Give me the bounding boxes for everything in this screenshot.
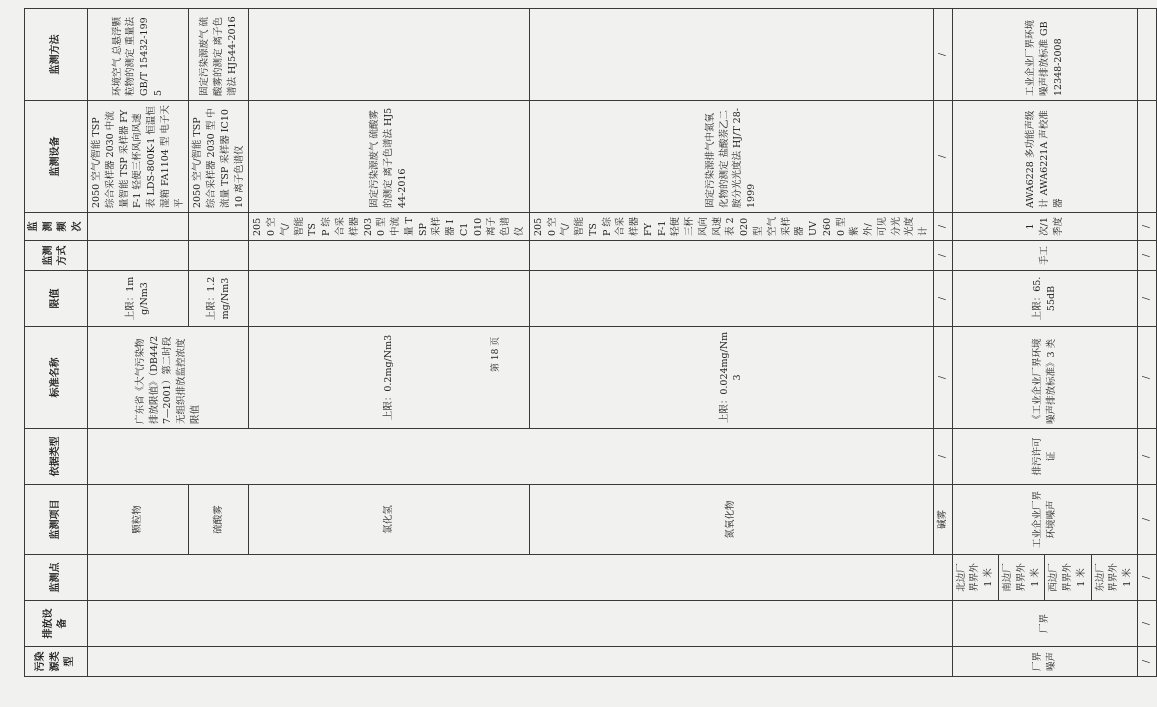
- analysis-cell: 环境空气 总悬浮颗粒物的测定 重量法 GB/T 15432-1995: [88, 9, 189, 101]
- limit-cell: 上限：1mg/Nm3: [88, 271, 189, 327]
- analysis-cell: 固定污染源废气 硫酸雾的测定 离子色谱法 HJ544-2016: [249, 101, 529, 213]
- method-cell: 手工: [952, 241, 1137, 271]
- table-cell: [1137, 9, 1156, 101]
- table-cell: [1137, 101, 1156, 213]
- point-cell: 北边厂界界外 1 米: [952, 555, 998, 601]
- item-cell: 硫酸雾: [189, 485, 249, 555]
- header-device: 监测设备: [25, 101, 88, 213]
- method-cell: [249, 271, 529, 327]
- item-cell: 碱雾: [933, 485, 952, 555]
- table-cell: /: [1137, 327, 1156, 429]
- table-cell: [529, 9, 933, 101]
- device-cell: 2050 空气/智能 TSP 综合采样器 FYF-1 轻便三杯风向风速表 2020 型 空气采样器 UV2600 型 紫外/可见分光光度计: [529, 213, 933, 241]
- method-cell: /: [933, 241, 952, 271]
- standard-cell: /: [933, 327, 952, 429]
- item-cell: 氯化氢: [249, 485, 529, 555]
- table-cell: /: [1137, 485, 1156, 555]
- analysis-cell: /: [933, 9, 952, 101]
- table-cell: [88, 555, 953, 601]
- header-item: 监测项目: [25, 485, 88, 555]
- table-row: [1137, 9, 1156, 677]
- header-type: 污染源类型: [25, 647, 88, 677]
- analysis-cell: 工业企业厂界环境噪声排放标准 GB 12348-2008: [952, 9, 1137, 101]
- table-cell: /: [1137, 213, 1156, 241]
- basis-cell: 排污许可证: [952, 429, 1137, 485]
- item-cell: 颗粒物: [88, 485, 189, 555]
- equipment-cell: 厂界: [952, 601, 1137, 647]
- limit-cell: 上限：1.2mg/Nm3: [189, 271, 249, 327]
- header-point: 监测点: [25, 555, 88, 601]
- table-row: [88, 9, 189, 677]
- point-cell: 西边厂界界外 1 米: [1045, 555, 1091, 601]
- table-cell: /: [1137, 271, 1156, 327]
- table-cell: [88, 647, 953, 677]
- frequency-cell: /: [933, 213, 952, 241]
- limit-cell: 上限：65.55dB: [952, 271, 1137, 327]
- basis-cell: [88, 429, 934, 485]
- analysis-cell: 固定污染源排气中氮氧化物的测定 盐酸萘乙二胺分光光度法 HJ/T 28-1999: [529, 101, 933, 213]
- table-cell: /: [1137, 429, 1156, 485]
- basis-cell: /: [933, 429, 952, 485]
- table-cell: /: [1137, 601, 1156, 647]
- method-cell: [88, 241, 189, 271]
- limit-cell: 上限：0.2mg/Nm3: [249, 327, 529, 429]
- header-analysis: 监测方法: [25, 9, 88, 101]
- table-cell: [88, 601, 953, 647]
- method-cell: [529, 271, 933, 327]
- header-limit: 限值: [25, 271, 88, 327]
- frequency-cell: [249, 241, 529, 271]
- table-cell: /: [1137, 647, 1156, 677]
- frequency-cell: [529, 241, 933, 271]
- header-method: 监测方式: [25, 241, 88, 271]
- device-cell: AWA6228 多功能声级计 AWA6221A 声校准器: [952, 101, 1137, 213]
- frequency-cell: 1 次/1 季度: [952, 213, 1137, 241]
- standard-cell: 广东省《大气污染物排放限值》（DB44/27—2001）第二时段无组织排放监控浓度限值: [88, 327, 249, 429]
- type-cell: 厂界噪声: [952, 647, 1137, 677]
- device-cell: 2050 空气/智能 TSP 综合采样器 2030 型 中流量 TSP 采样器 IC1010 离子色谱仪: [189, 101, 249, 213]
- table-cell: [249, 9, 529, 101]
- point-cell: 东边厂界界外 1 米: [1091, 555, 1137, 601]
- page-number: 第 18 页: [491, 336, 501, 372]
- frequency-cell: [189, 213, 249, 241]
- point-cell: 南边厂界界外 1 米: [999, 555, 1045, 601]
- header-standard: 标准名称: [25, 327, 88, 429]
- header-basis: 依据类型: [25, 429, 88, 485]
- header-equipment: 排放设备: [25, 601, 88, 647]
- device-cell: /: [933, 101, 952, 213]
- device-cell: 2050 空气/智能 TSP 综合采样器 2030 中流量智能 TSP 采样器 FYF-1 轻便三杯风向风速表 LDS-800K-1 恒温恒湿箱 FA1104 型 电子天平: [88, 101, 189, 213]
- header-row: [25, 9, 88, 677]
- device-cell: 2050 空气/智能 TSP 综合采样器 2030 型 中流量 TSP 采样器 IC1010 离子色谱仪: [249, 213, 529, 241]
- standard-cell: 《工业企业厂界环境噪声排放标准》3 类: [952, 327, 1137, 429]
- item-cell: 工业企业厂界环境噪声: [952, 485, 1137, 555]
- item-cell: 氮氧化物: [529, 485, 933, 555]
- header-frequency: 监测频次: [25, 213, 88, 241]
- limit-cell: /: [933, 271, 952, 327]
- table-row: [952, 9, 998, 677]
- table-cell: /: [1137, 241, 1156, 271]
- monitoring-table: [24, 8, 1157, 677]
- limit-cell: 上限：0.024mg/Nm3: [529, 327, 933, 429]
- analysis-cell: 固定污染源废气 硫酸雾的测定 离子色谱法 HJ544-2016: [189, 9, 249, 101]
- method-cell: [189, 241, 249, 271]
- table-cell: /: [1137, 555, 1156, 601]
- frequency-cell: [88, 213, 189, 241]
